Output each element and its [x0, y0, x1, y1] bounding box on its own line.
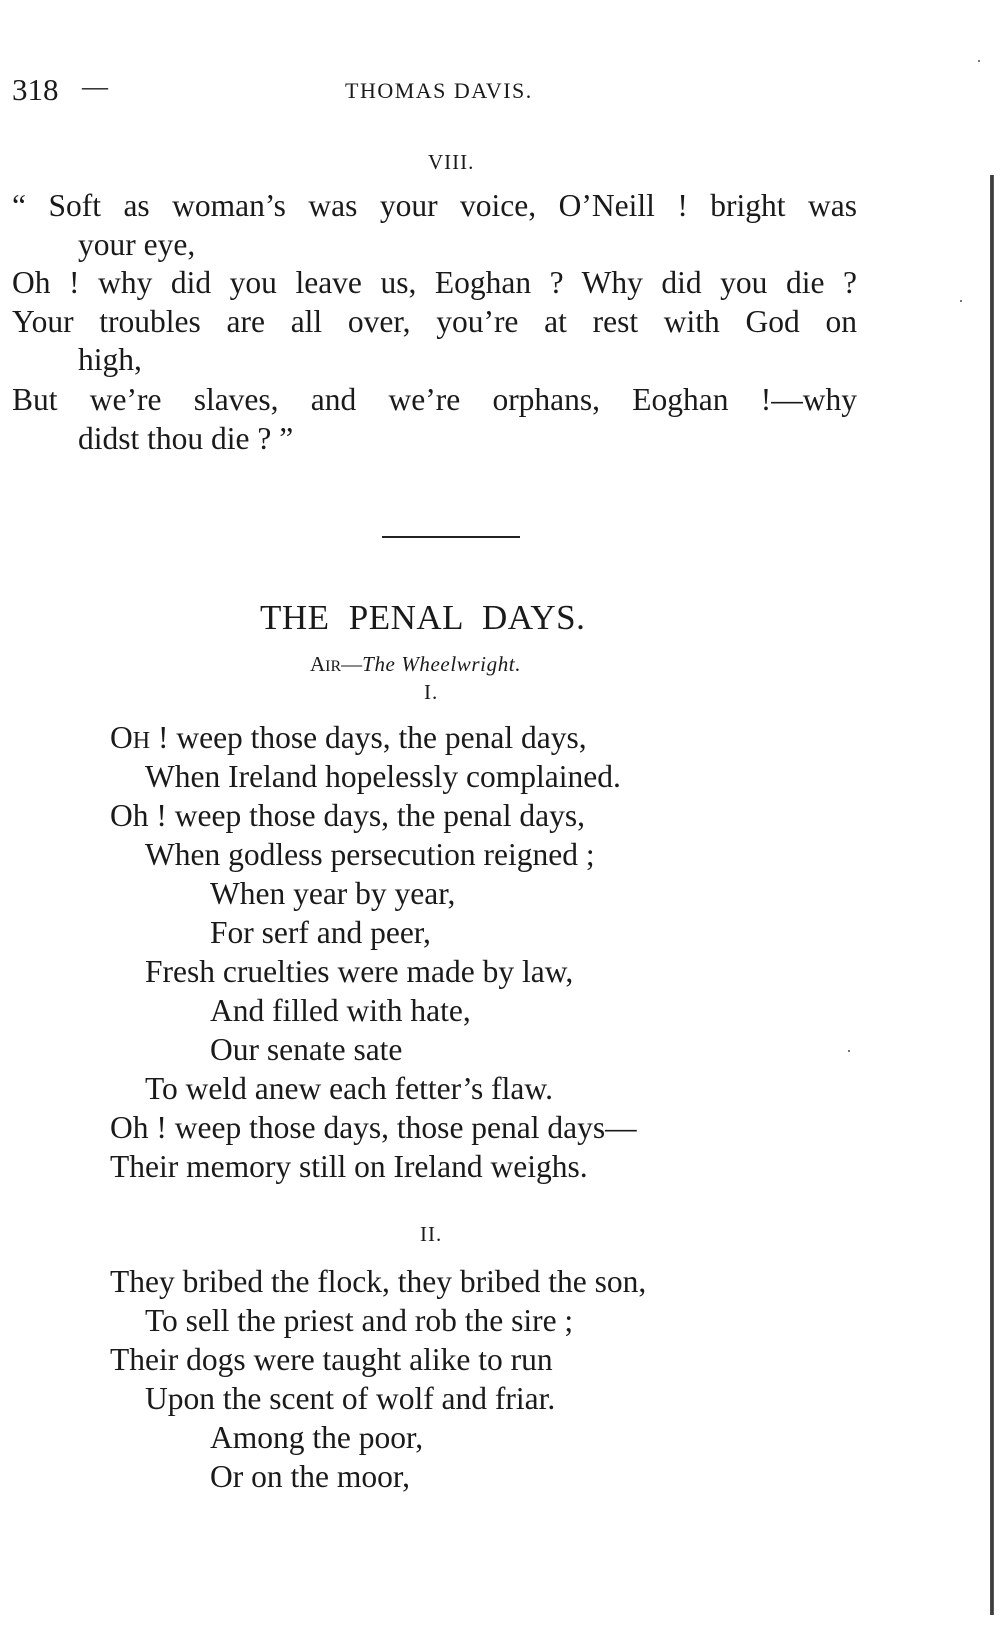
stanza-number: I.	[424, 680, 439, 704]
air-label-rest: IR	[325, 658, 342, 675]
running-head: THOMAS DAVIS.	[345, 78, 533, 103]
verse-line: For serf and peer,	[210, 915, 431, 950]
section-divider-rule	[382, 536, 520, 538]
verse-line: Or on the moor,	[210, 1459, 410, 1494]
air-line	[310, 652, 521, 677]
verse-line: When Ireland hopelessly complained.	[145, 759, 621, 794]
verse-line: To weld anew each fetter’s flaw.	[145, 1071, 553, 1106]
verse-line: Oh ! why did you leave us, Eoghan ? Why did you die ?	[12, 265, 857, 300]
verse-line: Oh ! weep those days, those penal days—	[110, 1110, 637, 1145]
verse-line: Fresh cruelties were made by law,	[145, 954, 574, 989]
verse-line: Our senate sate	[210, 1032, 403, 1067]
verse-line-rest: ! weep those days, the penal days,	[150, 720, 587, 755]
stanza-number: VIII.	[428, 150, 475, 174]
air-tune-name: The Wheelwright.	[362, 652, 522, 676]
verse-line: But we’re slaves, and we’re orphans, Eoghan !—why	[12, 382, 857, 417]
verse-line: To sell the priest and rob the sire ;	[145, 1303, 574, 1338]
verse-line: “ Soft as woman’s was your voice, O’Neill ! bright was	[12, 188, 857, 223]
stanza-number: II.	[420, 1222, 443, 1246]
verse-line: Upon the scent of wolf and friar.	[145, 1381, 556, 1416]
verse-line: When godless persecution reigned ;	[145, 837, 595, 872]
verse-line: Your troubles are all over, you’re at rest with God on	[12, 304, 857, 339]
page-number: 318	[12, 72, 59, 107]
small-caps-rest: H	[132, 728, 151, 754]
air-dash: —	[341, 652, 363, 676]
page-number-dash: —	[82, 72, 108, 101]
margin-speck	[978, 60, 980, 62]
verse-line: They bribed the flock, they bribed the son,	[110, 1264, 647, 1299]
verse-line: Their dogs were taught alike to run	[110, 1342, 553, 1377]
verse-line: your eye,	[78, 227, 196, 262]
drop-initial: O	[110, 720, 133, 755]
air-label-initial: A	[310, 652, 326, 676]
verse-line: Oh ! weep those days, the penal days,	[110, 798, 585, 833]
verse-line: Among the poor,	[210, 1420, 424, 1455]
page-header	[0, 72, 1000, 112]
verse-line	[110, 722, 587, 754]
margin-speck	[848, 1050, 850, 1052]
margin-speck	[960, 300, 962, 302]
verse-line: high,	[78, 342, 142, 377]
binding-gutter-shadow	[990, 175, 994, 1615]
verse-line: And filled with hate,	[210, 993, 471, 1028]
verse-line: didst thou die ? ”	[78, 421, 294, 456]
poem-title: THE PENAL DAYS.	[260, 598, 586, 637]
verse-line: When year by year,	[210, 876, 456, 911]
verse-line: Their memory still on Ireland weighs.	[110, 1149, 588, 1184]
